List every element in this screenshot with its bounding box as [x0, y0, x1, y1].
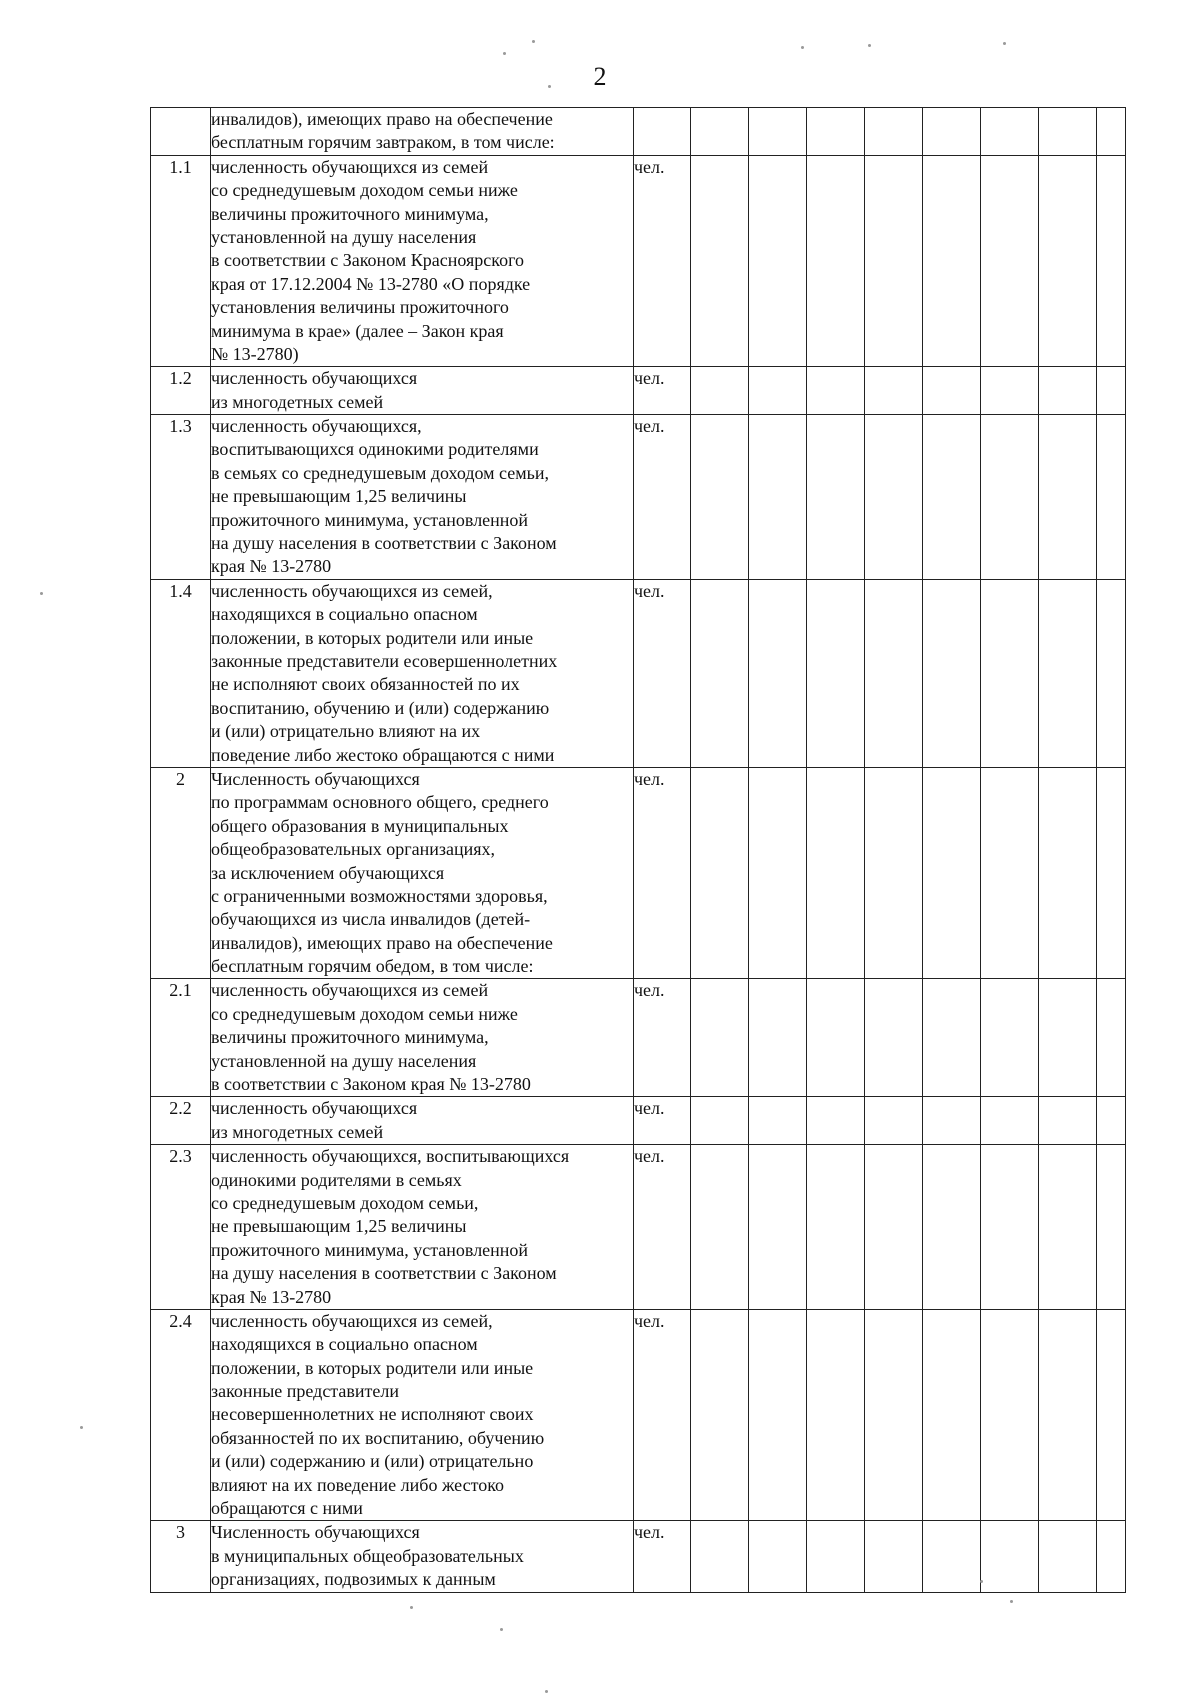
- value-cell: [807, 579, 865, 767]
- description-line: из многодетных семей: [211, 1121, 384, 1142]
- value-cell: [807, 1521, 865, 1592]
- value-cell: [981, 155, 1039, 367]
- description-line: на душу населения в соответствии с Законом: [211, 1263, 557, 1284]
- value-cell: [691, 1309, 749, 1521]
- scan-speck: [980, 1580, 983, 1583]
- value-cell: [923, 579, 981, 767]
- table-body: [151, 108, 1126, 1593]
- scan-speck: [500, 1628, 503, 1631]
- value-cell: [749, 1309, 807, 1521]
- value-cell: [923, 1145, 981, 1310]
- description-line: на душу населения в соответствии с Законом: [211, 533, 557, 554]
- value-cell: [807, 108, 865, 156]
- row-number: 2.2: [151, 1097, 211, 1145]
- value-cell: [1097, 155, 1126, 367]
- value-cell: [807, 1309, 865, 1521]
- scan-speck: [80, 1426, 83, 1429]
- table-row: [151, 1145, 1126, 1310]
- value-cell: [691, 155, 749, 367]
- value-cell: [1097, 1145, 1126, 1310]
- description-line: обучающихся из числа инвалидов (детей-: [211, 909, 531, 930]
- value-cell: [1039, 1097, 1097, 1145]
- description-line: находящихся в социально опасном: [211, 604, 478, 625]
- description-line: Численность обучающихся: [211, 1522, 420, 1543]
- indicator-description: [211, 367, 634, 415]
- value-cell: [691, 979, 749, 1097]
- description-line: установленной на душу населения: [211, 226, 477, 247]
- indicator-description: [211, 1097, 634, 1145]
- value-cell: [691, 579, 749, 767]
- value-cell: [923, 155, 981, 367]
- description-line: влияют на их поведение либо жестоко: [211, 1474, 505, 1495]
- value-cell: [865, 108, 923, 156]
- value-cell: [923, 108, 981, 156]
- description-line: и (или) содержанию и (или) отрицательно: [211, 1451, 534, 1472]
- description-line: за исключением обучающихся: [211, 862, 445, 883]
- row-number: 1.4: [151, 579, 211, 767]
- value-cell: [749, 108, 807, 156]
- scan-speck: [1010, 1600, 1013, 1603]
- value-cell: [981, 979, 1039, 1097]
- value-cell: [1097, 579, 1126, 767]
- value-cell: [691, 1145, 749, 1310]
- table-row: [151, 415, 1126, 580]
- description-line: обращаются с ними: [211, 1498, 363, 1519]
- value-cell: [981, 579, 1039, 767]
- value-cell: [1097, 367, 1126, 415]
- description-line: края № 13-2780: [211, 1286, 332, 1307]
- value-cell: [865, 155, 923, 367]
- description-line: по программам основного общего, среднего: [211, 792, 549, 813]
- value-cell: [1097, 1309, 1126, 1521]
- description-line: численность обучающихся из семей,: [211, 1310, 493, 1331]
- value-cell: [1097, 108, 1126, 156]
- scan-speck: [548, 85, 551, 88]
- description-line: края № 13-2780: [211, 556, 332, 577]
- description-line: со среднедушевым доходом семьи ниже: [211, 180, 518, 201]
- value-cell: [1039, 415, 1097, 580]
- scan-speck: [40, 592, 43, 595]
- unit-cell: чел.: [634, 1097, 691, 1145]
- value-cell: [749, 1145, 807, 1310]
- indicator-description: [211, 155, 634, 367]
- page-number: 2: [593, 62, 607, 91]
- value-cell: [981, 108, 1039, 156]
- description-line: одинокими родителями в семьях: [211, 1169, 462, 1190]
- row-number: [151, 108, 211, 156]
- unit-cell: чел.: [634, 979, 691, 1097]
- row-number: 1.1: [151, 155, 211, 367]
- description-line: с ограниченными возможностями здоровья,: [211, 885, 548, 906]
- description-line: численность обучающихся из семей: [211, 156, 489, 177]
- value-cell: [1097, 1521, 1126, 1592]
- value-cell: [749, 415, 807, 580]
- description-line: численность обучающихся: [211, 1098, 418, 1119]
- value-cell: [807, 1145, 865, 1310]
- description-line: инвалидов), имеющих право на обеспечение: [211, 932, 553, 953]
- unit-cell: чел.: [634, 1309, 691, 1521]
- description-line: величины прожиточного минимума,: [211, 1027, 489, 1048]
- scan-speck: [532, 40, 535, 43]
- description-line: минимума в крае» (далее – Закон края: [211, 320, 504, 341]
- description-line: не превышающим 1,25 величины: [211, 486, 467, 507]
- scan-speck: [801, 46, 804, 49]
- value-cell: [807, 979, 865, 1097]
- description-line: законные представители: [211, 1381, 399, 1402]
- value-cell: [981, 415, 1039, 580]
- table-row: [151, 155, 1126, 367]
- description-line: численность обучающихся,: [211, 416, 422, 437]
- table-row: [151, 767, 1126, 979]
- description-line: в соответствии с Законом Красноярского: [211, 250, 525, 271]
- description-line: воспитанию, обучению и (или) содержанию: [211, 697, 550, 718]
- scan-speck: [545, 1690, 548, 1693]
- value-cell: [865, 1097, 923, 1145]
- row-number: 2.1: [151, 979, 211, 1097]
- unit-cell: чел.: [634, 155, 691, 367]
- unit-cell: чел.: [634, 1521, 691, 1592]
- table-row: [151, 108, 1126, 156]
- value-cell: [1039, 579, 1097, 767]
- unit-cell: чел.: [634, 767, 691, 979]
- value-cell: [691, 1521, 749, 1592]
- description-line: в соответствии с Законом края № 13-2780: [211, 1074, 531, 1095]
- value-cell: [981, 1145, 1039, 1310]
- value-cell: [807, 155, 865, 367]
- unit-cell: чел.: [634, 415, 691, 580]
- value-cell: [749, 367, 807, 415]
- value-cell: [749, 579, 807, 767]
- indicator-description: [211, 108, 634, 156]
- row-number: 2.3: [151, 1145, 211, 1310]
- description-line: из многодетных семей: [211, 391, 384, 412]
- value-cell: [1097, 1097, 1126, 1145]
- description-line: бесплатным горячим завтраком, в том числе:: [211, 132, 555, 153]
- value-cell: [923, 767, 981, 979]
- value-cell: [749, 1521, 807, 1592]
- value-cell: [981, 767, 1039, 979]
- description-line: положении, в которых родители или иные: [211, 627, 534, 648]
- value-cell: [923, 1097, 981, 1145]
- value-cell: [1039, 1521, 1097, 1592]
- value-cell: [923, 1309, 981, 1521]
- description-line: поведение либо жестоко обращаются с ними: [211, 744, 555, 765]
- indicator-description: [211, 979, 634, 1097]
- description-line: находящихся в социально опасном: [211, 1334, 478, 1355]
- value-cell: [1039, 1145, 1097, 1310]
- value-cell: [865, 1309, 923, 1521]
- value-cell: [749, 767, 807, 979]
- value-cell: [1097, 979, 1126, 1097]
- description-line: не превышающим 1,25 величины: [211, 1216, 467, 1237]
- value-cell: [691, 1097, 749, 1145]
- value-cell: [981, 1521, 1039, 1592]
- value-cell: [807, 767, 865, 979]
- description-line: инвалидов), имеющих право на обеспечение: [211, 109, 553, 129]
- value-cell: [691, 415, 749, 580]
- description-line: в муниципальных общеобразовательных: [211, 1545, 524, 1566]
- description-line: величины прожиточного минимума,: [211, 203, 489, 224]
- description-line: численность обучающихся из семей,: [211, 580, 493, 601]
- value-cell: [691, 767, 749, 979]
- table-row: [151, 1309, 1126, 1521]
- value-cell: [923, 415, 981, 580]
- row-number: 1.2: [151, 367, 211, 415]
- table-row: [151, 579, 1126, 767]
- description-line: законные представители есовершеннолетних: [211, 650, 558, 671]
- row-number: 1.3: [151, 415, 211, 580]
- value-cell: [865, 1521, 923, 1592]
- indicator-description: [211, 415, 634, 580]
- value-cell: [981, 367, 1039, 415]
- value-cell: [807, 1097, 865, 1145]
- description-line: положении, в которых родители или иные: [211, 1357, 534, 1378]
- value-cell: [1039, 155, 1097, 367]
- description-line: обязанностей по их воспитанию, обучению: [211, 1427, 545, 1448]
- description-line: установленной на душу населения: [211, 1050, 477, 1071]
- value-cell: [923, 1521, 981, 1592]
- description-line: общего образования в муниципальных: [211, 815, 509, 836]
- table-row: [151, 367, 1126, 415]
- value-cell: [981, 1097, 1039, 1145]
- unit-cell: чел.: [634, 1145, 691, 1310]
- description-line: и (или) отрицательно влияют на их: [211, 721, 481, 742]
- scan-speck: [868, 44, 871, 47]
- value-cell: [865, 979, 923, 1097]
- description-line: не исполняют своих обязанностей по их: [211, 674, 520, 695]
- scan-speck: [410, 1606, 413, 1609]
- value-cell: [807, 367, 865, 415]
- value-cell: [923, 979, 981, 1097]
- value-cell: [749, 979, 807, 1097]
- description-line: края от 17.12.2004 № 13-2780 «О порядке: [211, 273, 531, 294]
- indicators-table: [150, 107, 1126, 1593]
- indicator-description: [211, 767, 634, 979]
- value-cell: [923, 367, 981, 415]
- scan-speck: [1003, 42, 1006, 45]
- indicator-description: [211, 1309, 634, 1521]
- description-line: № 13-2780): [211, 343, 299, 364]
- description-line: прожиточного минимума, установленной: [211, 509, 529, 530]
- scan-speck: [503, 52, 506, 55]
- unit-cell: [634, 108, 691, 156]
- description-line: установления величины прожиточного: [211, 297, 509, 318]
- indicator-description: [211, 579, 634, 767]
- value-cell: [865, 579, 923, 767]
- description-line: несовершеннолетних не исполняют своих: [211, 1404, 534, 1425]
- description-line: прожиточного минимума, установленной: [211, 1239, 529, 1260]
- description-line: численность обучающихся из семей: [211, 980, 489, 1001]
- description-line: со среднедушевым доходом семьи,: [211, 1192, 479, 1213]
- unit-cell: чел.: [634, 579, 691, 767]
- description-line: в семьях со среднедушевым доходом семьи,: [211, 462, 549, 483]
- value-cell: [865, 367, 923, 415]
- description-line: численность обучающихся: [211, 368, 418, 389]
- description-line: численность обучающихся, воспитывающихся: [211, 1146, 570, 1167]
- value-cell: [749, 1097, 807, 1145]
- value-cell: [1039, 767, 1097, 979]
- description-line: Численность обучающихся: [211, 768, 420, 789]
- value-cell: [807, 415, 865, 580]
- description-line: бесплатным горячим обедом, в том числе:: [211, 956, 534, 977]
- unit-cell: чел.: [634, 367, 691, 415]
- value-cell: [1039, 979, 1097, 1097]
- value-cell: [691, 108, 749, 156]
- value-cell: [865, 767, 923, 979]
- indicator-description: [211, 1145, 634, 1310]
- row-number: 3: [151, 1521, 211, 1592]
- row-number: 2: [151, 767, 211, 979]
- indicator-description: [211, 1521, 634, 1592]
- table-row: [151, 979, 1126, 1097]
- value-cell: [865, 415, 923, 580]
- table-row: [151, 1097, 1126, 1145]
- value-cell: [691, 367, 749, 415]
- value-cell: [1097, 767, 1126, 979]
- description-line: со среднедушевым доходом семьи ниже: [211, 1003, 518, 1024]
- value-cell: [1039, 1309, 1097, 1521]
- row-number: 2.4: [151, 1309, 211, 1521]
- description-line: общеобразовательных организациях,: [211, 839, 496, 860]
- description-line: организациях, подвозимых к данным: [211, 1569, 496, 1590]
- value-cell: [1097, 415, 1126, 580]
- description-line: воспитывающихся одинокими родителями: [211, 439, 539, 460]
- value-cell: [981, 1309, 1039, 1521]
- value-cell: [749, 155, 807, 367]
- value-cell: [1039, 108, 1097, 156]
- value-cell: [865, 1145, 923, 1310]
- value-cell: [1039, 367, 1097, 415]
